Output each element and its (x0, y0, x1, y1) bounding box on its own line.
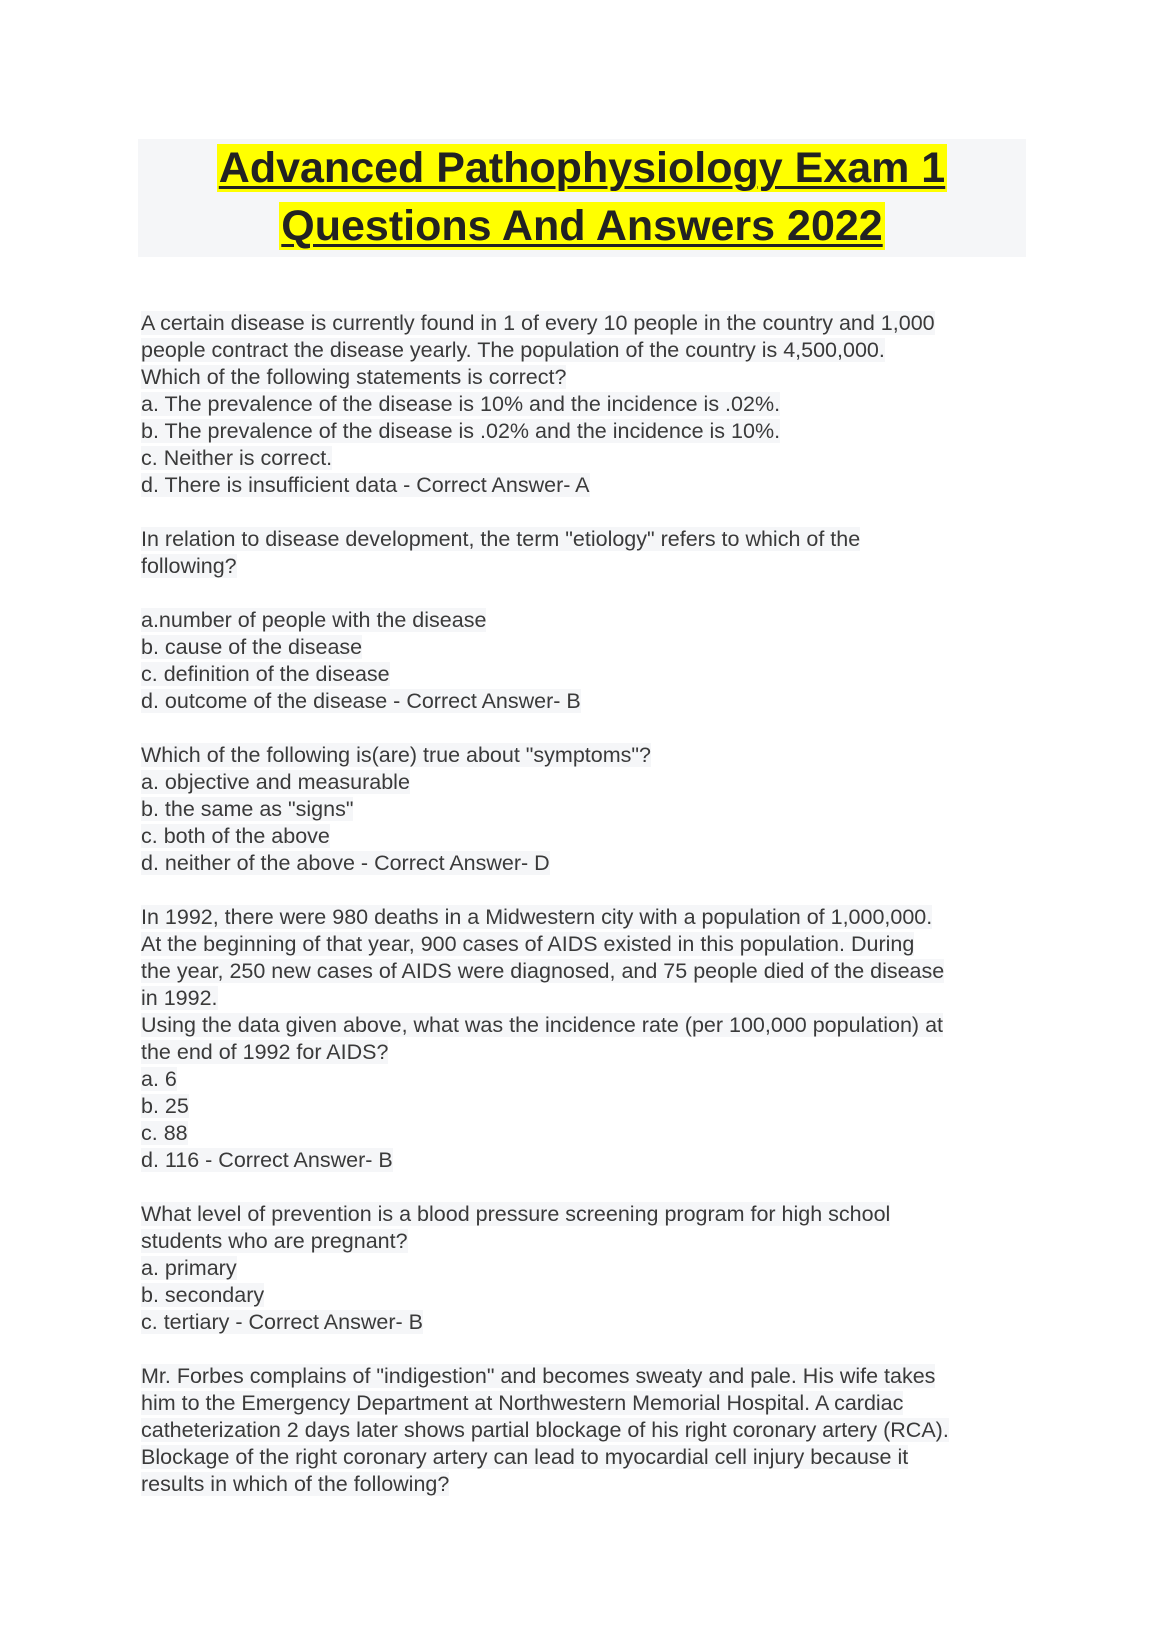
text-line: a. The prevalence of the disease is 10% and the incidence is .02%. (141, 392, 781, 416)
title-line-2: Questions And Answers 2022 (281, 202, 883, 250)
text-line: d. neither of the above - Correct Answer- D (141, 851, 550, 875)
question-separator (141, 715, 1041, 742)
text-line: What level of prevention is a blood pressure screening program for high school (141, 1202, 891, 1226)
text-line: a.number of people with the disease (141, 608, 487, 632)
text-line: Mr. Forbes complains of "indigestion" and becomes sweaty and pale. His wife takes (141, 1364, 936, 1388)
question-separator (141, 1174, 1041, 1201)
text-line: a. primary (141, 1256, 237, 1280)
text-line: people contract the disease yearly. The population of the country is 4,500,000. (141, 338, 885, 362)
title-line-1: Advanced Pathophysiology Exam 1 (218, 144, 946, 192)
text-line: catheterization 2 days later shows partial blockage of his right coronary artery (RCA). (141, 1418, 949, 1442)
question-block (141, 742, 1041, 877)
text-line: d. 116 - Correct Answer- B (141, 1148, 393, 1172)
text-line: b. secondary (141, 1283, 265, 1307)
text-line: In 1992, there were 980 deaths in a Midwestern city with a population of 1,000,000. (141, 905, 933, 929)
document-title (138, 139, 1026, 257)
text-line: b. 25 (141, 1094, 189, 1118)
text-line: c. definition of the disease (141, 662, 390, 686)
text-line: the year, 250 new cases of AIDS were diagnosed, and 75 people died of the disease (141, 959, 945, 983)
text-line: b. cause of the disease (141, 635, 363, 659)
question-separator (141, 1336, 1041, 1363)
text-line: results in which of the following? (141, 1472, 450, 1496)
question-block (141, 1363, 1041, 1498)
text-line: d. There is insufficient data - Correct Answer- A (141, 473, 590, 497)
text-line: Which of the following is(are) true about "symptoms"? (141, 743, 651, 767)
questions-body (141, 310, 1041, 1498)
text-line: students who are pregnant? (141, 1229, 408, 1253)
text-line: following? (141, 554, 237, 578)
text-line: in 1992. (141, 986, 218, 1010)
text-line: Blockage of the right coronary artery can lead to myocardial cell injury because it (141, 1445, 909, 1469)
text-line: c. Neither is correct. (141, 446, 333, 470)
text-line: Using the data given above, what was the incidence rate (per 100,000 population) at (141, 1013, 943, 1037)
text-line: c. tertiary - Correct Answer- B (141, 1310, 423, 1334)
text-line: A certain disease is currently found in 1 of every 10 people in the country and 1,000 (141, 311, 935, 335)
question-separator (141, 499, 1041, 526)
blank-line (141, 580, 1041, 607)
text-line: him to the Emergency Department at Northwestern Memorial Hospital. A cardiac (141, 1391, 904, 1415)
text-line: In relation to disease development, the term "etiology" refers to which of the (141, 527, 861, 551)
question-separator (141, 877, 1041, 904)
text-line: b. the same as "signs" (141, 797, 354, 821)
question-block (141, 1201, 1041, 1336)
text-line: d. outcome of the disease - Correct Answer- B (141, 689, 581, 713)
text-line: the end of 1992 for AIDS? (141, 1040, 389, 1064)
text-line: At the beginning of that year, 900 cases of AIDS existed in this population. During (141, 932, 915, 956)
question-block (141, 310, 1041, 499)
text-line: b. The prevalence of the disease is .02% and the incidence is 10%. (141, 419, 781, 443)
text-line: a. objective and measurable (141, 770, 410, 794)
text-line: a. 6 (141, 1067, 177, 1091)
text-line: c. 88 (141, 1121, 188, 1145)
text-line: Which of the following statements is correct? (141, 365, 567, 389)
question-block (141, 526, 1041, 715)
question-block (141, 904, 1041, 1174)
text-line: c. both of the above (141, 824, 330, 848)
